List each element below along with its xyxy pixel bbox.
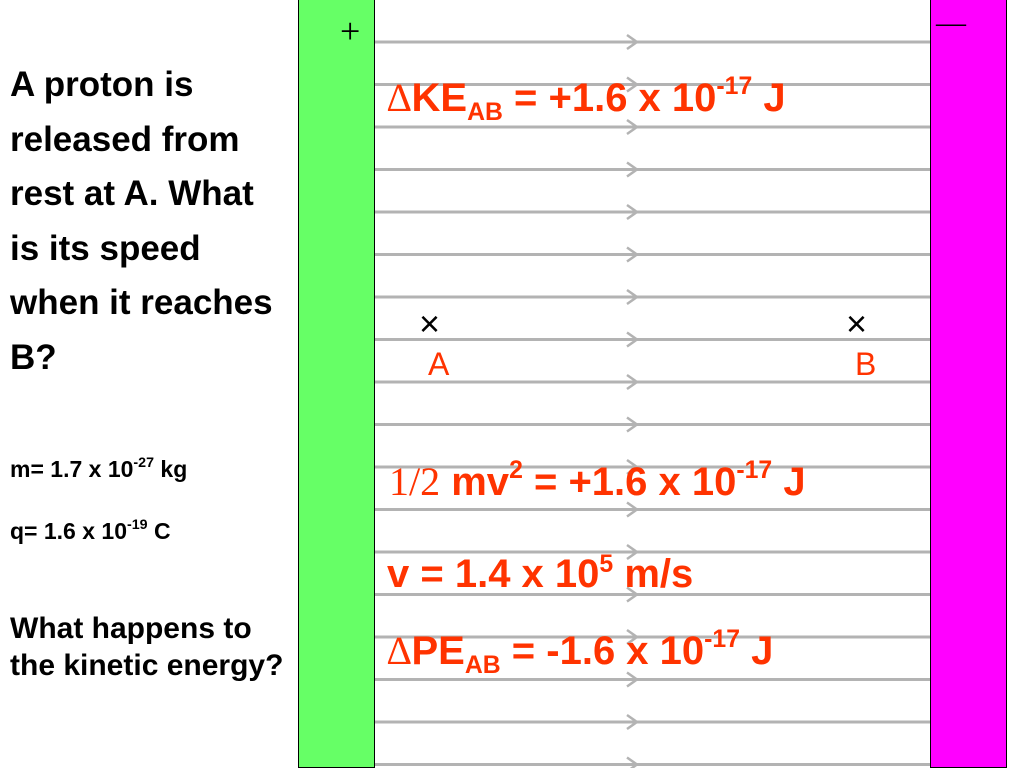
mass-exponent: -27 [133,455,155,472]
charge-unit: C [147,518,171,544]
cross-icon-a: × [419,303,441,344]
charge-prefix: q= 1.6 x 10 [10,518,127,544]
half-exponent: -17 [736,456,773,484]
pe-exponent: -17 [704,625,740,653]
pe-rhs: = -1.6 x 10 [500,629,705,673]
mv-power: 2 [509,456,523,484]
ke-rhs: = +1.6 x 10 [502,76,717,120]
mass-unit: kg [154,456,188,482]
half-rhs: = +1.6 x 10 [522,460,737,504]
question-text: A proton is released from rest at A. What is its speed when it reaches B? [10,65,273,377]
pe-unit: J [740,629,774,673]
mass-value [10,456,187,483]
delta-symbol: ∆ [387,628,412,673]
positive-plate [298,0,375,768]
pe-subscript: AB [464,651,501,679]
ke-unit: J [752,76,786,120]
plus-sign-icon: + [340,11,361,51]
delta-pe-equation [387,625,774,679]
velocity-lhs: v = 1.4 x 10 [387,552,600,596]
pe-name: PE [411,629,465,673]
delta-symbol: ∆ [387,75,412,120]
charge-exponent: -19 [127,517,148,534]
ke-exponent: -17 [716,72,753,100]
half-fraction: 1/2 [389,459,441,504]
mass-prefix: m= 1.7 x 10 [10,456,134,482]
point-a-label: A [428,346,450,382]
point-b-label: B [855,346,877,382]
velocity-exponent: 5 [599,550,614,578]
half-mv2-equation [389,458,806,505]
velocity-unit: m/s [613,552,694,596]
ke-subscript: AB [467,98,503,126]
ke-name: KE [411,76,468,120]
cross-icon-b: × [846,303,868,344]
minus-sign-icon: — [936,6,966,39]
charge-value [10,518,171,545]
negative-plate [930,0,1007,768]
half-unit: J [772,460,806,504]
followup-question: What happens to the kinetic energy? [10,612,284,682]
delta-ke-equation [387,72,786,126]
velocity-equation [387,552,693,597]
mv-term: mv [440,460,510,504]
chevron-right-icon [627,758,637,768]
